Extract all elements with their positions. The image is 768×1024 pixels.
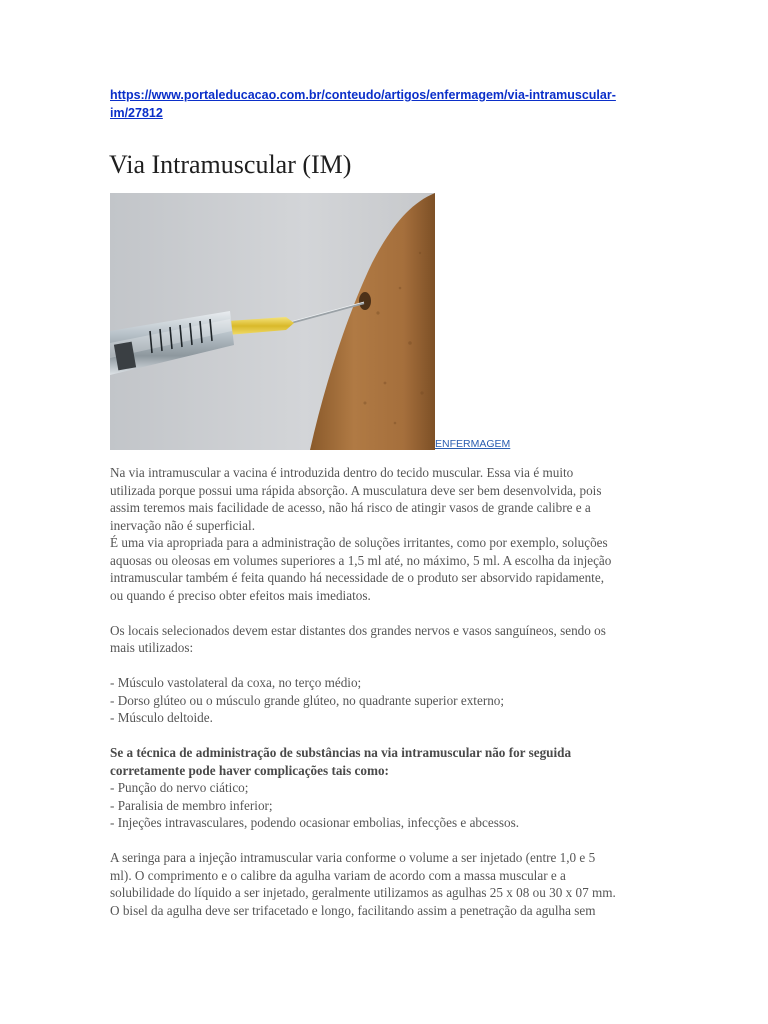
injection-site-item: - Dorso glúteo ou o músculo grande glúteo, no quadrante superior externo; [110, 692, 505, 708]
paragraph-line: ml). O comprimento e o calibre da agulha variam de acordo com a massa muscular e a [110, 867, 566, 883]
paragraph-line: mais utilizados: [110, 640, 194, 655]
paragraph-line: intramuscular também é feita quando há necessidade de o produto ser absorvido rapidamente, [110, 570, 604, 585]
injection-site-item: - Músculo vastolateral da coxa, no terço médio; [110, 675, 362, 690]
paragraph-line: inervação não é superficial. [110, 517, 255, 533]
source-url-line-1: https://www.portaleducacao.com.br/conteudo/artigos/enfermagem/via-intramuscular- [110, 88, 616, 102]
paragraph-line: utilizada porque possui uma rápida absorção. A musculatura deve ser bem desenvolvida, pois [110, 482, 602, 498]
warning-heading: Se a técnica de administração de substâncias na via intramuscular não for seguida [110, 745, 572, 760]
paragraph-line: solubilidade do líquido a ser injetado, geralmente utilizamos as agulhas 25 x 08 ou 30 x 07 mm. [110, 885, 616, 900]
complication-item: - Punção do nervo ciático; [110, 780, 249, 795]
paragraph-line: É uma via apropriada para a administração de soluções irritantes, como por exemplo, soluções [110, 535, 608, 550]
paragraph-line: aquosas ou oleosas em volumes superiores a 1,5 ml até, no máximo, 5 ml. A escolha da injeção [110, 552, 612, 568]
warning-heading: corretamente pode haver complicações tais como: [110, 762, 389, 778]
source-url-link[interactable] [110, 86, 630, 122]
syringe-injection-photo [110, 193, 435, 450]
source-url-line-2: im/27812 [110, 106, 163, 120]
paragraph-line: assim teremos mais facilidade de acesso, não há risco de atingir vasos de grande calibre e a [110, 500, 591, 515]
paragraph-line: ou quando é preciso obter efeitos mais imediatos. [110, 587, 371, 603]
paragraph-line: Os locais selecionados devem estar distantes dos grandes nervos e vasos sanguíneos, sendo os [110, 622, 606, 638]
injection-site-item: - Músculo deltoide. [110, 710, 213, 725]
paragraph-line: Na via intramuscular a vacina é introduzida dentro do tecido muscular. Essa via é muito [110, 465, 574, 480]
paragraph-line: O bisel da agulha deve ser trifacetado e longo, facilitando assim a penetração da agulha sem [110, 902, 596, 918]
enfermagem-category-link[interactable]: ENFERMAGEM [435, 438, 511, 450]
article-body [110, 464, 655, 919]
page-title: Via Intramuscular (IM) [109, 150, 352, 179]
paragraph-line: A seringa para a injeção intramuscular varia conforme o volume a ser injetado (entre 1,0 e 5 [110, 850, 596, 865]
complication-item: - Injeções intravasculares, podendo ocasionar embolias, infecções e abcessos. [110, 815, 520, 830]
complication-item: - Paralisia de membro inferior; [110, 797, 273, 813]
